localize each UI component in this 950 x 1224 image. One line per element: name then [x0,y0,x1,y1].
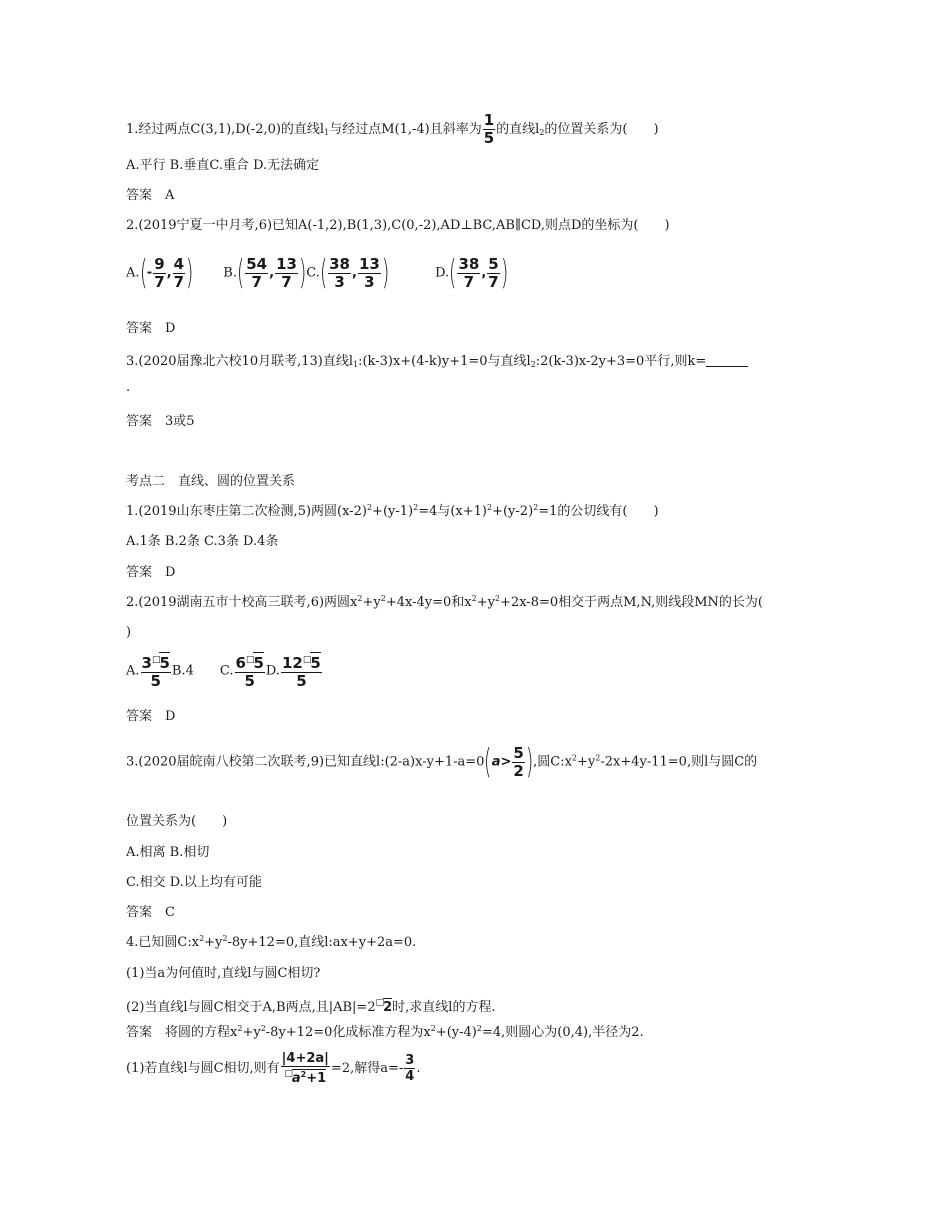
s2q3-answer: 答案 C [126,905,175,920]
s2q4-text-c: -8y+12=0,直线l:ax+y+2a=0. [227,935,417,950]
q1-frac-num: 1 [483,111,495,129]
s2q3-text-d: -2x+4y-11=0,则l与圆C的 [600,754,758,770]
s2q1-text-c: =4与(x+1) [418,504,487,519]
q1-text-d: 的位置关系为( ) [544,122,659,137]
q2-a-y [173,256,185,291]
s2q2-a-coef: 3 [141,654,152,672]
s2q4-text-a: 4.已知圆C:x [126,935,200,950]
s2q3-text-a: 3.(2020届皖南八校第二次联考,9)已知直线l:(2-a)x-y+1-a=0 [126,754,485,770]
q3-trailing-dot: . [126,380,131,395]
q2-b-x-den: 7 [251,272,262,291]
s2q2-text-a: 2.(2019湖南五市十校高三联考,6)两圆x [126,595,358,610]
s2q1-exp3: 2 [487,503,493,512]
s2q3-cond-op: > [500,754,512,770]
q2-option-a-label: A. [126,265,140,281]
s2q4-ans-text-e: =4,则圆心为(0,4),半径为2. [481,1025,644,1040]
s2q3-right-paren: ) [525,742,534,782]
s2q2-b-option: B.4 [171,663,194,679]
s2q4-sol-radical-mark: □ [284,1069,293,1079]
q1-text-c: 的直线l [496,122,540,137]
q3-answer: 答案 3或5 [126,414,195,429]
q2-d-y [487,256,499,291]
s2q4-ans-text-a: 答案 将圆的方程x [126,1025,238,1040]
q2-options [126,253,508,293]
s2q4-part2-radical-mark: □ [375,998,385,1008]
s2q4-ans-exp1: 2 [237,1024,243,1033]
q2-option-c-label: C. [306,265,320,281]
q1-text-a: 1.经过两点C(3,1),D(-2,0)的直线l [126,122,325,137]
s2q2-text-e: +2x-8=0相交于两点M,N,则线段MN的长为( [500,595,764,610]
s2q4-ans-exp4: 2 [476,1024,482,1033]
q2-option-d-label: D. [435,265,450,281]
q3-text-a: 3.(2020届豫北六校10月联考,13)直线l [126,354,354,369]
q2-b-x-num: 54 [246,254,268,273]
s2q2-exp2: 2 [380,594,386,603]
s2q3-text-b: ,圆C:x [533,754,572,770]
s2q4-sol-fraction [281,1051,330,1086]
s2q4-sol-den-exp: 2 [300,1070,307,1079]
s2q3-options-1: A.相离 B.相切 [126,845,210,860]
s2q4-answer [126,1025,644,1041]
q2-d-comma: , [481,265,487,281]
s2q2-options [126,652,323,690]
q1-sub2: 2 [539,128,545,137]
q2-d-x-den: 7 [463,272,475,291]
q2-a-comma: , [166,265,172,281]
section-title: 考点二 直线、圆的位置关系 [126,474,296,489]
q1-answer: 答案 A [126,188,175,203]
q1-text-b: 与经过点M(1,-4)且斜率为 [329,122,482,137]
s2q3-text-c: +y [577,754,596,770]
q2-b-x [245,256,268,291]
s2q4-sol-result-den: 4 [405,1069,415,1084]
s2q4-part2-text-a: (2)当直线l与圆C相交于A,B两点,且|AB|=2 [126,1000,376,1015]
q2-c-x [328,256,351,291]
s2q1-exp4: 2 [533,503,539,512]
q2-c-x-den: 3 [334,272,345,291]
q3-stem [126,354,748,370]
q1-slope-fraction [483,112,495,147]
q2-d-right-paren: ) [500,253,508,293]
q2-a-y-num: 4 [173,254,185,273]
s2q4-sol-den-var: a [291,1071,301,1086]
s2q2-a-fraction [141,652,171,690]
s2q2-d-num [281,652,322,673]
s2q4-part2-radicand: 2 [383,1000,393,1015]
q2-c-right-paren: ) [381,253,390,293]
q2-d-x-num: 38 [458,254,480,273]
s2q4-stem [126,935,416,951]
q2-a-x [153,256,165,291]
s2q1-stem [126,504,659,520]
s2q1-exp2: 2 [413,503,419,512]
q2-b-right-paren: ) [298,253,307,293]
q2-b-y-den: 7 [281,272,292,291]
q1-options: A.平行 B.垂直C.重合 D.无法确定 [126,158,320,173]
s2q4-ans-exp3: 2 [430,1024,436,1033]
q2-answer: 答案 D [126,321,176,336]
s2q4-ans-text-b: +y [242,1025,261,1040]
q2-c-left-paren: ( [319,253,328,293]
q2-c-y-den: 3 [364,272,375,291]
s2q4-exp2: 2 [222,934,228,943]
s2q4-sol-den [281,1067,330,1086]
s2q1-options: A.1条 B.2条 C.3条 D.4条 [126,534,279,549]
s2q4-part1: (1)当a为何值时,直线l与圆C相切? [126,966,321,981]
s2q4-solution-1 [126,1051,420,1086]
q2-d-left-paren: ( [449,253,457,293]
q1-sub1: 1 [324,128,330,137]
s2q3-cond-den: 2 [513,761,524,780]
q2-d-x [457,256,480,291]
s2q3-cond-var: a [491,754,501,770]
s2q2-exp4: 2 [494,594,501,603]
q2-left-paren: ( [139,253,147,293]
s2q3-cond-num: 5 [513,743,524,762]
s2q2-a-radicand: 5 [159,654,170,672]
s2q4-ans-text-d: +(y-4) [435,1025,477,1040]
q2-d-y-den: 7 [488,272,499,291]
s2q2-answer: 答案 D [126,709,176,724]
s2q4-text-b: +y [204,935,223,950]
q3-text-c: :2(k-3)x-2y+3=0平行,则k= [535,354,707,369]
s2q2-text-d: +y [476,595,495,610]
q2-c-y [358,256,381,291]
q2-c-y-num: 13 [358,254,380,273]
q3-answer-blank [706,354,748,367]
s2q2-d-fraction [281,652,322,690]
s2q4-sol-text-b: =2,解得a=- [330,1061,404,1076]
q1-frac-den: 5 [483,129,495,147]
s2q3-exp1: 2 [571,753,577,763]
s2q2-exp1: 2 [357,594,363,603]
s2q2-c-coef: 6 [235,654,246,672]
s2q4-ans-text-c: -8y+12=0化成标准方程为x [265,1025,431,1040]
s2q2-a-label: A. [126,663,140,679]
s2q2-a-den: 5 [150,672,161,690]
s2q3-left-paren: ( [484,742,492,782]
s2q2-close-paren: ) [126,625,132,640]
q2-d-y-num: 5 [488,254,499,273]
s2q1-text-e: =1的公切线有( ) [538,504,659,519]
s2q4-sol-text-a: (1)若直线l与圆C相切,则有 [126,1061,280,1076]
s2q2-d-radical-mark: □ [302,655,312,665]
s2q3-exp2: 2 [595,753,601,763]
s2q3-options-2: C.相交 D.以上均有可能 [126,875,262,890]
s2q4-ans-exp2: 2 [260,1024,266,1033]
s2q1-text-d: +(y-2) [492,504,534,519]
s2q1-text-a: 1.(2019山东枣庄第二次检测,5)两圆(x-2) [126,504,367,519]
q2-b-y-num: 13 [276,254,297,273]
s2q2-c-radical-mark: □ [245,655,255,665]
s2q2-c-label: C. [219,663,234,679]
s2q3-line2: 位置关系为( ) [126,814,228,829]
s2q4-sol-end: . [416,1061,421,1076]
s2q2-d-radicand: 5 [310,654,321,672]
s2q1-answer: 答案 D [126,565,176,580]
s2q2-c-num [235,652,265,673]
q2-stem: 2.(2019宁夏一中月考,6)已知A(-1,2),B(1,3),C(0,-2),AD⊥BC,AB∥CD,则点D的坐标为( ) [126,218,670,233]
s2q2-stem [126,595,763,611]
q2-a-x-num: 9 [154,254,165,273]
q2-a-sign: - [146,265,153,281]
s2q2-text-b: +y [362,595,381,610]
s2q4-sol-num: |4+2a| [281,1051,329,1066]
s2q2-d-label: D. [265,663,280,679]
q2-right-paren: ) [186,253,194,293]
s2q4-part2 [126,995,496,1016]
s2q2-text-c: +4x-4y=0和x [385,595,472,610]
q2-c-comma: , [351,265,357,281]
s2q4-sol-den-tail: +1 [306,1071,327,1086]
s2q2-a-radical-mark: □ [151,655,161,665]
s2q4-part2-text-b: 时,求直线l的方程. [392,1000,496,1015]
s2q2-c-fraction [235,652,265,690]
s2q2-a-num [141,652,171,673]
s2q3-stem [126,742,757,782]
q3-text-b: :(k-3)x+(4-k)y+1=0与直线l [358,354,531,369]
s2q1-exp1: 2 [366,503,373,512]
q3-sub2: 2 [530,360,536,369]
s2q2-d-den: 5 [296,672,307,690]
q3-sub1: 1 [353,360,359,369]
s2q2-c-radicand: 5 [253,654,264,672]
s2q2-c-den: 5 [244,672,255,690]
q2-b-y [275,256,298,291]
q2-option-b-label: B. [223,265,237,281]
q2-b-left-paren: ( [236,253,245,293]
q2-b-comma: , [269,265,275,281]
q1-stem [126,112,659,147]
s2q2-d-coef: 12 [282,654,303,672]
q2-c-x-num: 38 [329,254,350,273]
s2q4-sol-result-num: 3 [405,1053,415,1068]
s2q4-sol-result-fraction [404,1053,415,1084]
s2q3-cond-fraction [512,745,524,780]
q2-a-x-den: 7 [154,272,165,291]
q2-a-y-den: 7 [173,272,185,291]
s2q2-exp3: 2 [471,594,477,603]
s2q1-text-b: +(y-1) [372,504,414,519]
s2q4-exp1: 2 [199,934,205,943]
